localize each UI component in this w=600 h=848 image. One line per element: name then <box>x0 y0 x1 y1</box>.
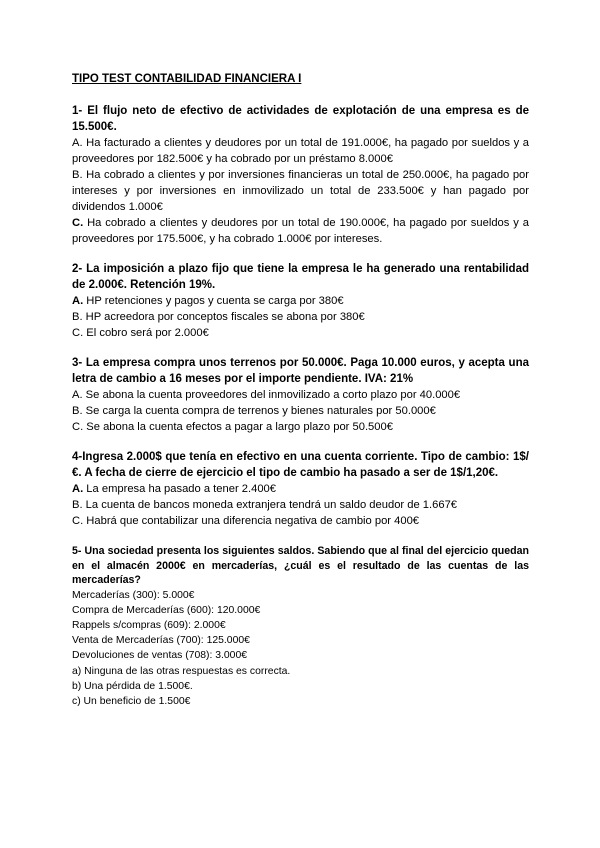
question-text: 2- La imposición a plazo fijo que tiene la empresa le ha generado una rentabilidad de 2.000€. Retención 19%. <box>72 263 529 291</box>
option-c: C. Se abona la cuenta efectos a pagar a largo plazo por 50.500€ <box>72 421 393 433</box>
question-text: 1- El flujo neto de efectivo de actividades de explotación de una empresa es de 15.500€. <box>72 105 529 133</box>
question-text: 5- Una sociedad presenta los siguientes saldos. Sabiendo que al final del ejercicio quedan en el almacén 2000€ en mercaderías, ¿cuál es el resultado de las cuentas de las mercaderías? <box>72 545 529 586</box>
balance-line: Venta de Mercaderías (700): 125.000€ <box>72 635 250 647</box>
option-b: B. HP acreedora por conceptos fiscales se abona por 380€ <box>72 311 365 323</box>
balance-line: Rappels s/compras (609): 2.000€ <box>72 619 226 631</box>
option-c: C. El cobro será por 2.000€ <box>72 327 209 339</box>
option-a: A. La empresa ha pasado a tener 2.400€ <box>72 483 277 495</box>
question-2 <box>72 262 529 341</box>
balance-line: Compra de Mercaderías (600): 120.000€ <box>72 604 261 616</box>
balance-line: Mercaderías (300): 5.000€ <box>72 589 195 601</box>
option-b: B. Ha cobrado a clientes y por inversiones financieras un total de 250.000€, ha pagado por intereses y por inversiones en inmovilizado un total de 233.500€ y han pagado por dividendos 1.000€ <box>72 169 529 213</box>
option-b: B. Se carga la cuenta compra de terrenos y bienes naturales por 50.000€ <box>72 405 436 417</box>
option-a: A. HP retenciones y pagos y cuenta se carga por 380€ <box>72 295 344 307</box>
question-5 <box>72 544 529 709</box>
question-3 <box>72 356 529 435</box>
option-c: c) Un beneficio de 1.500€ <box>72 695 191 707</box>
option-c: C. Habrá que contabilizar una diferencia negativa de cambio por 400€ <box>72 515 420 527</box>
balance-line: Devoluciones de ventas (708): 3.000€ <box>72 650 248 662</box>
question-4 <box>72 450 529 529</box>
question-1 <box>72 104 529 247</box>
option-a: A. Se abona la cuenta proveedores del inmovilizado a corto plazo por 40.000€ <box>72 389 461 401</box>
document-page <box>72 72 529 724</box>
document-title: TIPO TEST CONTABILIDAD FINANCIERA I <box>72 73 302 85</box>
option-b: b) Una pérdida de 1.500€. <box>72 680 193 692</box>
option-a: A. Ha facturado a clientes y deudores por un total de 191.000€, ha pagado por sueldos y a proveedores por 182.500€ y ha cobrado por un préstamo 8.000€ <box>72 137 529 165</box>
question-text: 4-Ingresa 2.000$ que tenía en efectivo en una cuenta corriente. Tipo de cambio: 1$/€. A fecha de cierre de ejercicio el tipo de cambio ha pasado a ser de 1$/1,20€. <box>72 451 529 479</box>
question-text: 3- La empresa compra unos terrenos por 50.000€. Paga 10.000 euros, y acepta una letra de cambio a 16 meses por el importe pendiente. IVA: 21% <box>72 357 529 385</box>
option-a: a) Ninguna de las otras respuestas es correcta. <box>72 665 291 677</box>
option-c: C. Ha cobrado a clientes y deudores por un total de 190.000€, ha pagado por sueldos y a proveedores por 175.500€, y ha cobrado 1.000€ por intereses. <box>72 217 529 245</box>
option-b: B. La cuenta de bancos moneda extranjera tendrá un saldo deudor de 1.667€ <box>72 499 458 511</box>
